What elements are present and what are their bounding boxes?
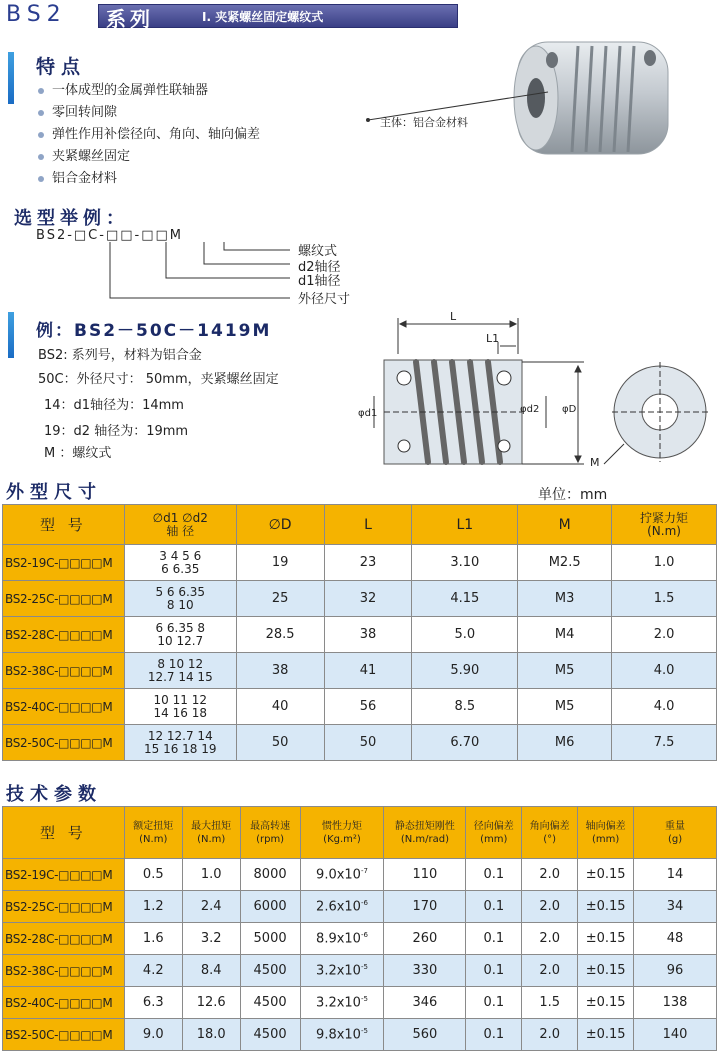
selection-code: BS2-□C-□□-□□M — [36, 228, 183, 243]
technical-table — [2, 806, 717, 1051]
feature-item: 弹性作用补偿径向、角向、轴向偏差 — [38, 124, 260, 146]
unit-label: 单位：mm — [538, 487, 608, 503]
col-D: ∅D — [236, 505, 324, 545]
feature-item: 夹紧螺丝固定 — [38, 146, 260, 168]
feature-item: 铝合金材料 — [38, 168, 260, 190]
table-row: BS2-25C-□□□□M 1.2 2.4 6000 $2.6x10^{-6}$ 170 0.1 2.0 ±0.15 34 — [3, 891, 717, 923]
bullet-icon — [38, 110, 44, 116]
bullet-icon — [38, 88, 44, 94]
dim-L: L — [450, 310, 457, 323]
technical-drawing — [356, 306, 720, 476]
table-row: BS2-50C-□□□□M 12 12.7 14 15 16 18 19 50 50 6.70 M6 7.5 — [3, 725, 717, 761]
table-row: BS2-38C-□□□□M 4.2 8.4 4500 $3.2x10^{-5}$ 330 0.1 2.0 ±0.15 96 — [3, 955, 717, 987]
bullet-icon — [38, 154, 44, 160]
example-title: 例：BS2－50C－1419M — [36, 321, 272, 341]
table-row: BS2-19C-□□□□M 0.5 1.0 8000 $9.0x10^{-7}$ 110 0.1 2.0 ±0.15 14 — [3, 859, 717, 891]
dimensions-table — [2, 504, 717, 761]
dim-d1: φd1 — [358, 408, 378, 419]
series-code: BS2 — [6, 2, 67, 27]
coupling-photo — [360, 30, 720, 170]
table-row: BS2-28C-□□□□M 6 6.35 8 10 12.7 28.5 38 5.0 M4 2.0 — [3, 617, 717, 653]
example-line: 19：d2 轴径为：19mm — [44, 424, 189, 439]
dim-L1: L1 — [486, 332, 500, 345]
example-accent-bar — [8, 312, 14, 358]
selection-leader-lines — [100, 236, 460, 308]
material-label: 主体：铝合金材料 — [380, 116, 468, 129]
table-header-row — [3, 505, 717, 545]
feature-item: 零回转间隙 — [38, 102, 260, 124]
table-row: BS2-50C-□□□□M 9.0 18.0 4500 $9.8x10^{-5}$ 560 0.1 2.0 ±0.15 140 — [3, 1019, 717, 1051]
table-row: BS2-40C-□□□□M 6.3 12.6 4500 $3.2x10^{-5}$ 346 0.1 1.5 ±0.15 138 — [3, 987, 717, 1019]
example-line: M ：螺纹式 — [44, 446, 112, 461]
selection-title: 选型举例： — [14, 208, 129, 229]
table-row: BS2-28C-□□□□M 1.6 3.2 5000 $8.9x10^{-6}$ 260 0.1 2.0 ±0.15 48 — [3, 923, 717, 955]
code-label-d1: d1轴径 — [298, 274, 341, 289]
bullet-icon — [38, 176, 44, 182]
technical-title: 技术参数 — [6, 784, 102, 805]
dim-D: φD — [562, 404, 577, 415]
table-row: BS2-25C-□□□□M 5 6 6.35 8 10 25 32 4.15 M3 1.5 — [3, 581, 717, 617]
dimensions-title: 外型尺寸 — [6, 482, 102, 503]
series-header — [6, 2, 456, 31]
dim-M: M — [590, 456, 600, 469]
col-model: 型 号 — [3, 505, 125, 545]
series-word: 系列 — [106, 7, 154, 31]
bullet-icon — [38, 132, 44, 138]
col-M: M — [518, 505, 612, 545]
example-line: BS2: 系列号，材料为铝合金 — [38, 348, 202, 363]
col-torque: 拧紧力矩 (N.m) — [612, 505, 717, 545]
col-L1: L1 — [412, 505, 518, 545]
table-row: BS2-40C-□□□□M 10 11 12 14 16 18 40 56 8.5 M5 4.0 — [3, 689, 717, 725]
code-label-od: 外径尺寸 — [298, 292, 351, 307]
example-line: 14：d1轴径为：14mm — [44, 398, 184, 413]
col-L: L — [324, 505, 412, 545]
features-list — [38, 80, 260, 190]
table-row: BS2-19C-□□□□M 3 4 5 6 6 6.35 19 23 3.10 M2.5 1.0 — [3, 545, 717, 581]
table-header-row: 型 号 额定扭矩 (N.m) 最大扭矩 (N.m) 最高转速 (rpm) 惯性力矩 (Kg.m²) 静态扭矩刚性 (N.m/rad) 径向偏差 (mm) 角向偏差 (°) 轴向偏差 (mm) 重量 (g) — [3, 807, 717, 859]
features-accent-bar — [8, 52, 14, 104]
code-label-d2: d2轴径 — [298, 260, 341, 275]
table-row: BS2-38C-□□□□M 8 10 12 12.7 14 15 38 41 5.90 M5 4.0 — [3, 653, 717, 689]
code-label-thread: 螺纹式 — [298, 244, 338, 259]
feature-item: 一体成型的金属弹性联轴器 — [38, 80, 260, 102]
example-line: 50C：外径尺寸： 50mm，夹紧螺丝固定 — [38, 372, 279, 387]
features-title: 特点 — [36, 56, 87, 78]
dim-d2: φd2 — [520, 404, 540, 415]
col-d1d2: ∅d1 ∅d2 轴 径 — [124, 505, 236, 545]
header-subtitle: I. 夹紧螺丝固定螺纹式 — [202, 10, 324, 24]
